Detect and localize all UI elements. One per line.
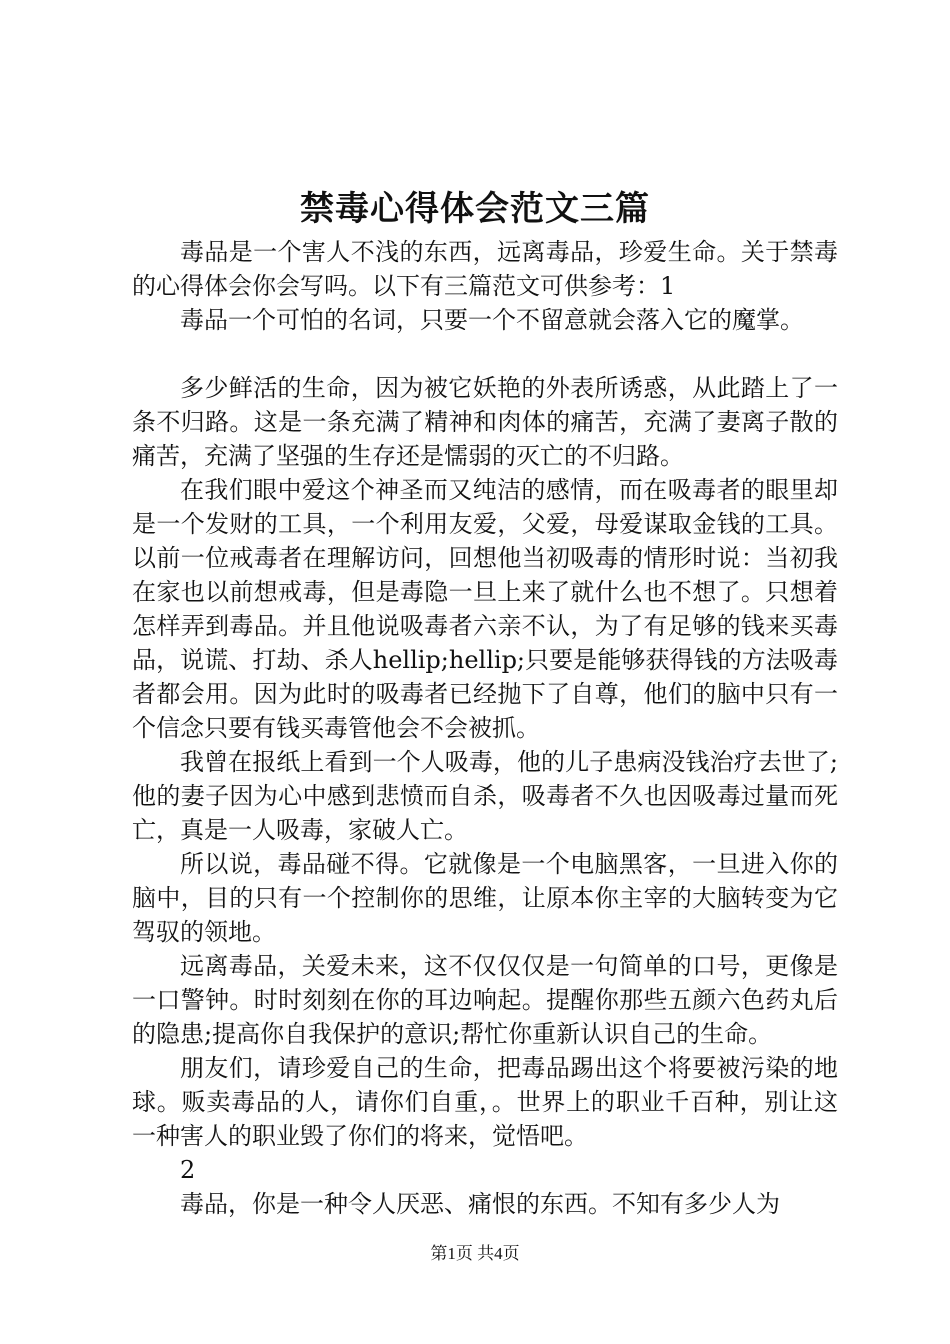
section-number: 2 [180,1156,196,1184]
paragraph-5: 所以说，毒品碰不得。它就像是一个电脑黑客，一旦进入你的脑中，目的只有一个控制你的思维，让原本你主宰的大脑转变为它驾驭的领地。 [132,850,838,946]
paragraph-4: 我曾在报纸上看到一个人吸毒，他的儿子患病没钱治疗去世了;他的妻子因为心中感到悲愤而自杀，吸毒者不久也因吸毒过量而死亡，真是一人吸毒，家破人亡。 [132,748,838,844]
paragraph-intro: 毒品是一个害人不浅的东西，远离毒品，珍爱生命。关于禁毒的心得体会你会写吗。以下有三篇范文可供参考：1 [132,238,838,300]
document-title: 禁毒心得体会范文三篇 [300,189,650,229]
paragraph-6: 远离毒品，关爱未来，这不仅仅仅是一句简单的口号，更像是一口警钟。时时刻刻在你的耳边响起。提醒你那些五颜六色药丸后的隐患;提高你自我保护的意识;帮忙你重新认识自己的生命。 [132,952,838,1048]
paragraph-3: 在我们眼中爱这个神圣而又纯洁的感情，而在吸毒者的眼里却是一个发财的工具，一个利用友爱，父爱，母爱谋取金钱的工具。以前一位戒毒者在理解访问，回想他当初吸毒的情形时说：当初我在家也以前想戒毒，但是毒隐一旦上来了就什么也不想了。只想着怎样弄到毒品。并且他说吸毒者六亲不认，为了有足够的钱来买毒品，说谎、打劫、杀人hellip;hellip;只要是能够获得钱的方法吸毒者都会用。因为此时的吸毒者已经抛下了自尊，他们的脑中只有一个信念只要有钱买毒管他会不会被抓。 [132,476,838,742]
paragraph-last: 毒品，你是一种令人厌恶、痛恨的东西。不知有多少人为 [180,1190,780,1218]
paragraph-7: 朋友们，请珍爱自己的生命，把毒品踢出这个将要被污染的地球。贩卖毒品的人，请你们自重，。世界上的职业千百种，别让这一种害人的职业毁了你们的将来，觉悟吧。 [132,1054,838,1150]
paragraph-gap [132,337,838,371]
page-footer: 第1页 共4页 [430,1244,520,1263]
document-body [132,235,838,1221]
paragraph-1: 毒品一个可怕的名词，只要一个不留意就会落入它的魔掌。 [180,306,804,334]
paragraph-2: 多少鲜活的生命，因为被它妖艳的外表所诱惑，从此踏上了一条不归路。这是一条充满了精神和肉体的痛苦，充满了妻离子散的痛苦，充满了坚强的生存还是懦弱的灭亡的不归路。 [132,374,838,470]
